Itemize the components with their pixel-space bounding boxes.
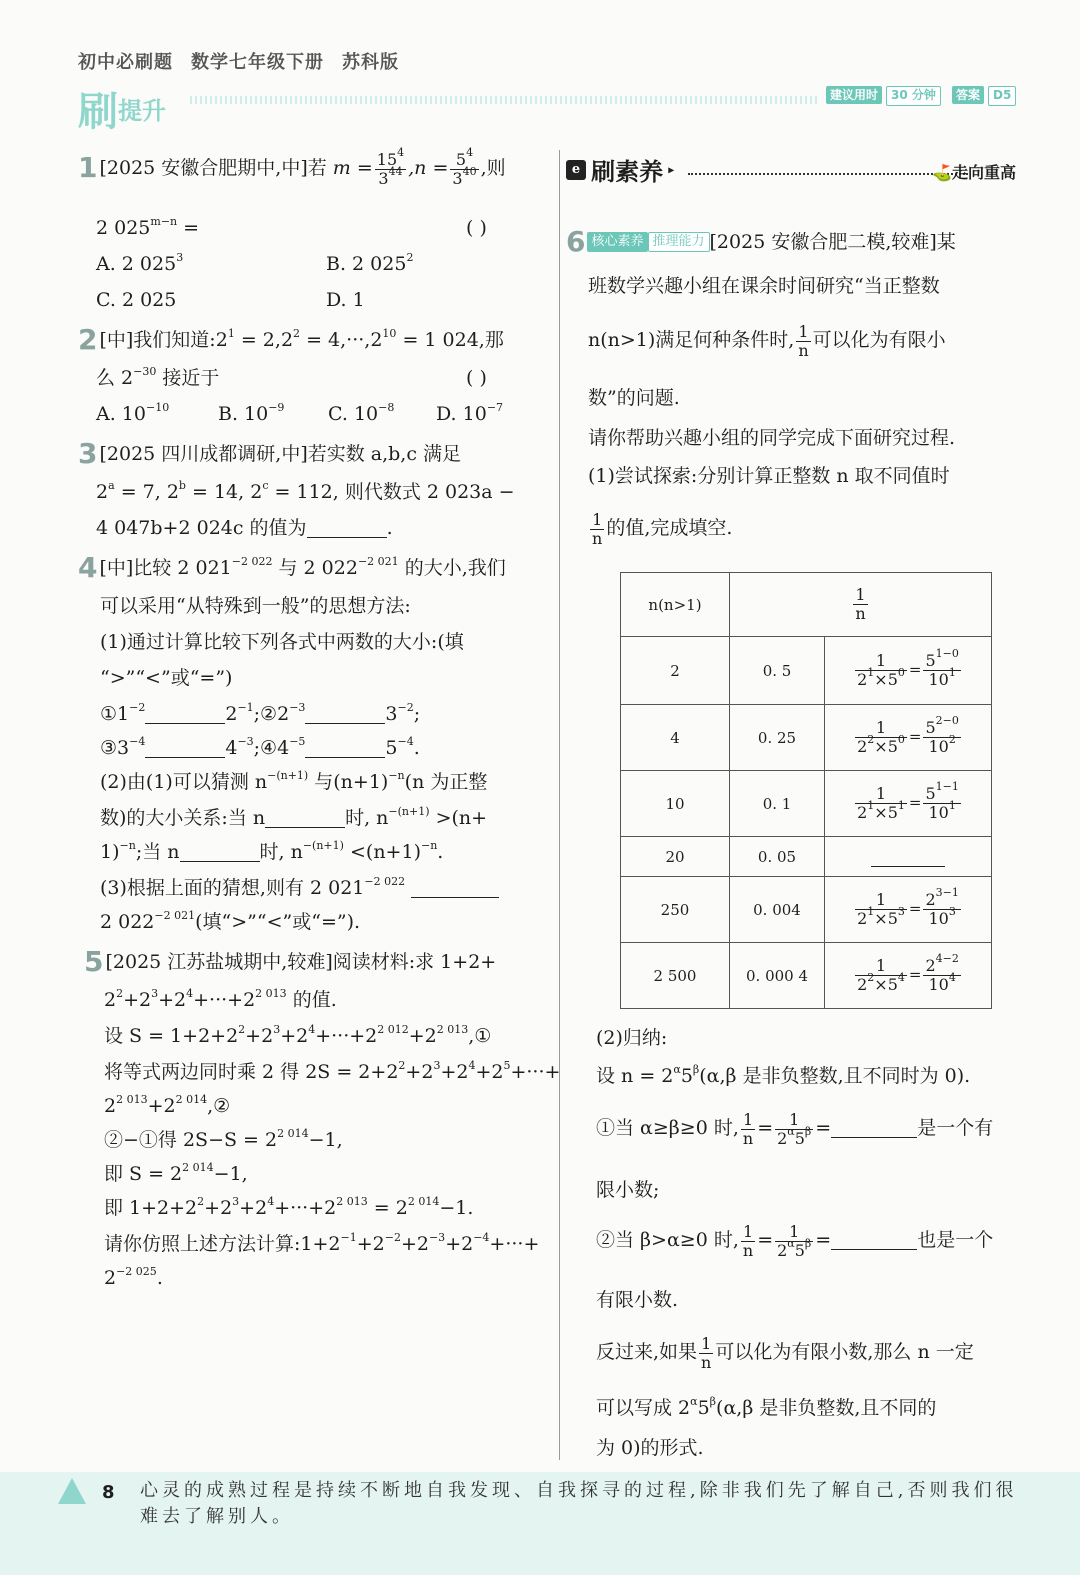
q4-line11: 2 $022^{-2 021}$(填“>”“<”或“=”). [100, 909, 361, 933]
q3-line3: 4 047b+2 024c 的值为 . [96, 517, 393, 539]
time-value: 30 分钟 [886, 86, 941, 106]
fraction-cell: $\frac{1}{2^1\times 5^1}$ = $\frac{5^{1-1}}{10^1}$ [825, 771, 992, 837]
flag-icon: ⛳ [932, 163, 952, 182]
q4-line5: $①1^{-2}$ $2^{-1};②2^{-3}$ $3^{-2}$; [100, 701, 421, 725]
q5-line10: $2^{-2 025}$. [104, 1265, 163, 1289]
q4-line1: 4 [中]比较 2 $021^{-2 022}$ 与 2 $022^{-2 021}$ 的大小,我们 [78, 551, 506, 584]
n-cell: 4 [621, 705, 730, 771]
q5-line1: 5 [2025 江苏盐城期中,较难]阅读材料:求 1+2+ [84, 945, 497, 978]
q5-line9: 请你仿照上述方法计算$:1+2^{-1}+2^{-2}+2^{-3}+2^{-4}+\cdot\cdot\cdot+$ [104, 1231, 540, 1255]
section-title: 刷素养 [591, 158, 664, 186]
q2-option-b: B. $10^{-9}$ [218, 401, 285, 425]
table-row [621, 943, 992, 1009]
q6-line6: (1)尝试探索:分别计算正整数 n 取不同值时 [588, 465, 950, 487]
q3-line1: 3 [2025 四川成都调研,中]若实数 a,b,c 满足 [78, 437, 462, 470]
q2-option-c: C. $10^{-8}$ [328, 401, 395, 425]
section-icon: e [566, 160, 586, 180]
q4-line4: “>”“<”或“=”) [100, 667, 233, 689]
time-label: 建议用时 [826, 86, 882, 104]
q1-number: 1 [78, 151, 98, 184]
table-row [621, 877, 992, 943]
decimal-cell: 0. 1 [730, 771, 825, 837]
q6-line16: 为 0)的形式. [596, 1437, 704, 1459]
q6-line8: (2)归纳: [596, 1027, 668, 1049]
header-reciprocal: $\frac{1}{n}$ [730, 573, 992, 637]
q4-line10: (3)根据上面的猜想,则有 2 $021^{-2 022}$ [100, 870, 499, 906]
q4-line9: 1)$^{-n}$;当 n 时, $n^{-(n+1)} <(n+1)^{-n}$. [100, 839, 444, 863]
section-subtitle: ⛳走向重高 [932, 163, 1016, 182]
fraction-cell: $\frac{1}{2^1\times 5^0}$ = $\frac{5^{1-0}}{10^1}$ [825, 637, 992, 705]
fraction-cell: $\frac{1}{2^2\times 5^4}$ = $\frac{2^{4-2}}{10^4}$ [825, 943, 992, 1009]
table-row [621, 771, 992, 837]
n-cell: 10 [621, 771, 730, 837]
q1-line2: 2 $025^{m-n}$ = [96, 215, 200, 239]
decimal-cell: 0. 05 [730, 837, 825, 877]
q5-line8: 即 $1+2+2^2+2^3+2^4+\cdot\cdot\cdot+2^{2 013} = 2^{2 014}-1$. [104, 1195, 474, 1219]
triangle-icon [58, 1478, 86, 1504]
answer-page: D5 [988, 86, 1016, 106]
q2-line1: 2 [中]我们知道$:2^1 = 2,2^2 = 4,\cdot\cdot\cdot,2^{10} = 1$ 024,那 [78, 323, 504, 356]
n-cell: 2 500 [621, 943, 730, 1009]
q3-line2: $2^a = 7$, $2^b = 14$, $2^c = 112$, 则代数式 2 023a − [96, 479, 515, 503]
q1-m-fraction: $\frac{15^4}{3^{44}}$ [376, 145, 405, 188]
badge-core-literacy: 核心素养 [587, 232, 647, 252]
q5-line7: 即 $S = 2^{2 014}-1$, [104, 1161, 248, 1185]
n-cell: 20 [621, 837, 730, 877]
q6-line3: n(n>1)满足何种条件时, $\frac{1}{n}$ 可以化为有限小 [588, 321, 946, 360]
q1-option-c: C. 2 025 [96, 289, 177, 311]
q6-line11: 限小数; [596, 1179, 660, 1201]
table-row [621, 637, 992, 705]
q2-option-d: D. $10^{-7}$ [436, 401, 504, 425]
q5-line5: $2^{2 013}+2^{2 014},②$ [104, 1093, 231, 1117]
page-header [0, 0, 1080, 135]
q5-line2: $2^2+2^3+2^4+\cdot\cdot\cdot+2^{2 013}$ 的值. [104, 987, 337, 1011]
footer-quote: 心灵的成熟过程是持续不断地自我发现、自我探寻的过程,除非我们先了解自己,否则我们很难去了解别人。 [140, 1480, 1018, 1527]
q2-answer-paren: ( ) [466, 367, 487, 389]
fraction-cell: $\frac{1}{2^1\times 5^3}$ = $\frac{2^{3-1}}{10^3}$ [825, 877, 992, 943]
brand-logo: 刷提升 [78, 89, 166, 135]
q4-line3: (1)通过计算比较下列各式中两数的大小:(填 [100, 631, 464, 653]
q2-option-a: A. $10^{-10}$ [96, 401, 170, 425]
section-dotted-line [688, 173, 968, 175]
q1-line1: 1 [2025 安徽合肥期中,中]若 m = $\frac{15^4}{3^{44}}$ ,n = $\frac{5^4}{3^{40}}$ ,则 [78, 145, 506, 188]
q1-answer-paren: ( ) [466, 217, 487, 239]
q5-line3: 设 $S = 1+2+2^2+2^3+2^4+\cdot\cdot\cdot+2^{2 012}+2^{2 013},①$ [104, 1023, 492, 1047]
q1-n-fraction: $\frac{5^4}{3^{40}}$ [452, 145, 477, 188]
q6-line14: 反过来,如果 $\frac{1}{n}$ 可以化为有限小数,那么 n 一定 [596, 1333, 974, 1372]
q1-option-a: A. 2 $025^3$ [96, 251, 184, 275]
q6-line15: 可以写成 $2^\alpha 5^\beta(\alpha,\beta$ 是非负整数,且不同的 [596, 1395, 937, 1419]
q1-option-b: B. 2 $025^2$ [326, 251, 414, 275]
decimal-cell: 0. 25 [730, 705, 825, 771]
q4-line8: 数)的大小关系:当 n 时, $n^{-(n+1)} >(n+$ [100, 805, 488, 829]
q4-line2: 可以采用“从特殊到一般”的思想方法: [100, 595, 411, 617]
q4-line6: $③3^{-4}$ $4^{-3};④4^{-5}$ $5^{-4}$. [100, 735, 420, 759]
q4-line7: (2)由(1)可以猜测 $n^{-(n+1)}$ 与$(n+1)^{-n}(n$ 为正整 [100, 769, 488, 793]
page-footer [0, 1472, 1080, 1575]
q6-line13: 有限小数. [596, 1289, 679, 1311]
n-cell: 250 [621, 877, 730, 943]
fraction-cell: $\frac{1}{2^2\times 5^0}$ = $\frac{5^{2-0}}{10^2}$ [825, 705, 992, 771]
q6-line10: ①当 α≥β≥0 时, $\frac{1}{n}$ = $\frac{1}{2^\alpha 5^\beta}$ = 是一个有 [596, 1109, 994, 1148]
header-decoration [190, 96, 820, 104]
column-divider [559, 150, 560, 1460]
q6-line2: 班数学兴趣小组在课余时间研究“当正整数 [588, 275, 940, 297]
table-row [621, 705, 992, 771]
fraction-cell-blank [825, 837, 992, 877]
header-n: n(n>1) [621, 573, 730, 637]
q6-line4: 数”的问题. [588, 387, 680, 409]
q1-option-d: D. 1 [326, 289, 365, 311]
q6-line9: 设 $n = 2^\alpha 5^\beta(\alpha,\beta$ 是非负整数,且不同时为 0). [596, 1063, 971, 1087]
q6-line12: ②当 β>α≥0 时, $\frac{1}{n}$ = $\frac{1}{2^\alpha 5^\beta}$ = 也是一个 [596, 1221, 994, 1260]
q6-line5: 请你帮助兴趣小组的同学完成下面研究过程. [588, 427, 956, 449]
decimal-cell: 0. 004 [730, 877, 825, 943]
table-header-row [621, 573, 992, 637]
q2-line2: 么 $2^{-30}$ 接近于 [96, 365, 220, 389]
book-title: 初中必刷题 数学七年级下册 苏科版 [78, 52, 399, 73]
q6-line1: 6 核心素养 推理能力 [2025 安徽合肥二模,较难]某 [566, 225, 956, 258]
section-header: e 刷素养 ▸ ⛳走向重高 [566, 152, 1016, 192]
answer-blank[interactable] [307, 517, 387, 538]
table-row [621, 837, 992, 877]
n-cell: 2 [621, 637, 730, 705]
decimal-cell: 0. 000 4 [730, 943, 825, 1009]
decimal-cell: 0. 5 [730, 637, 825, 705]
answer-blank[interactable] [871, 846, 945, 867]
answer-label: 答案 [952, 86, 984, 104]
q6-line7: $\frac{1}{n}$ 的值,完成填空. [592, 509, 733, 548]
exploration-table [620, 572, 992, 1009]
q5-line6: ②−①得 $2S-S = 2^{2 014}-1$, [104, 1127, 343, 1151]
page-number: 8 [102, 1482, 115, 1503]
badge-reasoning: 推理能力 [648, 232, 710, 252]
q5-line4: 将等式两边同时乘 2 得 $2S = 2+2^2+2^3+2^4+2^5+\cdot\cdot\cdot+$ [104, 1059, 561, 1083]
